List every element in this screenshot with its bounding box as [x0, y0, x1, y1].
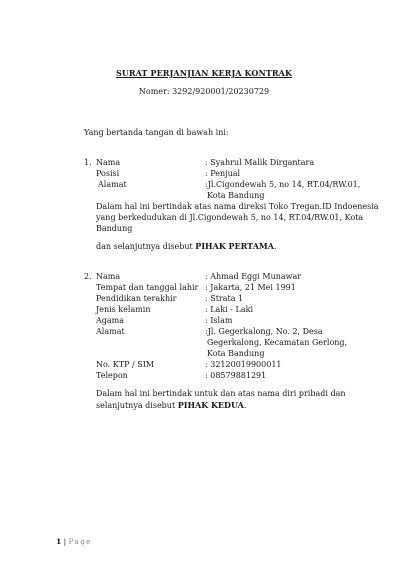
party1-name-label: Nama	[96, 158, 121, 167]
party2-phone-label: Telepon	[96, 371, 128, 380]
party2-address-line3: Kota Bandung	[207, 349, 265, 358]
party2-name-value: : Ahmad Eggi Munawar	[205, 272, 302, 281]
party1-closing	[96, 241, 277, 252]
party2-religion-label: Agama	[96, 316, 125, 325]
party1-position-value: : Penjual	[205, 169, 241, 178]
party2-birth-label: Tempat dan tanggal lahir	[96, 283, 199, 292]
party1-closing-suffix: .	[273, 242, 277, 251]
party2-birth-value: : Jakarta, 21 Mei 1991	[205, 283, 296, 292]
page-footer	[56, 537, 92, 546]
footer-separator: |	[61, 537, 69, 546]
party2-education-value: : Strata 1	[205, 294, 244, 303]
party2-statement-line2	[96, 400, 246, 411]
party2-statement-prefix: selanjutnya disebut	[96, 401, 178, 410]
party2-gender-label: Jenis kelamin	[96, 305, 151, 314]
party2-education-label: Pendidikan terakhir	[96, 294, 177, 303]
party1-statement-line3: Bandung	[96, 224, 133, 233]
party1-address-cont: Kota Bandung	[207, 191, 265, 200]
footer-page-label: Page	[68, 537, 92, 546]
footer-page-number: 1	[56, 537, 62, 546]
party1-statement-line1: Dalam hal ini bertindak atas nama direksi Toko Tregan.ID Indoenesia	[96, 202, 379, 211]
party2-address-value: :Jl. Gegerkalong, No. 2, Desa	[205, 327, 323, 336]
party1-address-value: :Jl.Cigondewah 5, no 14, RT.04/RW.01,	[205, 180, 361, 189]
party1-designation: PIHAK PERTAMA	[195, 241, 274, 251]
party2-address-line2: Gegerkalong, Kecamatan Gerlong,	[207, 338, 348, 347]
party1-position-label: Posisi	[96, 169, 120, 178]
party2-gender-value: : Laki - Laki	[205, 305, 254, 314]
party2-id-label: No. KTP / SIM	[96, 360, 155, 369]
party2-name-label: Nama	[96, 272, 121, 281]
party2-id-value: : 32120019900011	[205, 360, 282, 369]
party2-designation: PIHAK KEDUA	[177, 400, 244, 410]
party1-closing-prefix: dan selanjutnya disebut	[96, 242, 196, 251]
party1-statement-line2: yang berkedudukan di Jl.Cigondewah 5, no 14, RT.04/RW.01, Kota	[96, 213, 364, 222]
party1-number: 1.	[84, 158, 92, 167]
party1-address-label: Alamat	[98, 180, 127, 189]
intro-text: Yang bertanda tangan di bawah ini:	[84, 128, 229, 137]
party2-phone-value: : 08579881291	[205, 371, 267, 380]
party2-religion-value: : Islam	[205, 316, 233, 325]
document-number: Nomer: 3292/920001/20230729	[138, 87, 270, 96]
party2-statement-line1: Dalam hal ini bertindak untuk dan atas nama diri pribadi dan	[96, 389, 346, 398]
party2-statement-suffix: .	[243, 401, 247, 410]
party1-name-value: : Syahrul Malik Dirgantara	[205, 158, 315, 167]
party2-number: 2.	[84, 272, 92, 281]
party2-address-label: Alamat	[96, 327, 125, 336]
document-title: SURAT PERJANJIAN KERJA KONTRAK	[115, 68, 293, 78]
